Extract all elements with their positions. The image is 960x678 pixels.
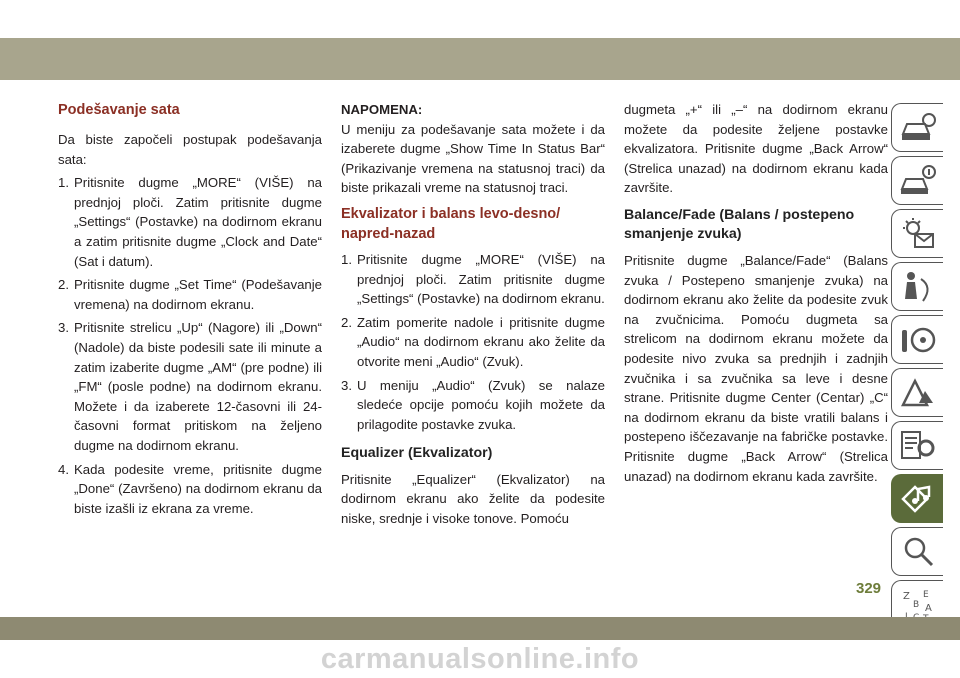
step-text: U meniju „Audio“ (Zvuk) se nalaze sledeće opcije pomoću kojih možete da prilagodite postavke zvuka. (357, 377, 605, 432)
step-text: Pritisnite dugme „Set Time“ (Podešavanje vremena) na dodirnom ekranu. (74, 277, 322, 312)
note-text: U meniju za podešavanje sata možete i da izaberete dugme „Show Time In Status Bar“ (Prikazivanje vremena na statusnoj traci) da biste prikazali vreme na statusnoj traci. (341, 121, 605, 196)
lights-mail-icon (899, 216, 937, 252)
watermark: carmanualsonline.info (320, 643, 640, 675)
tab-car-info[interactable] (891, 103, 943, 152)
tab-car-warning[interactable] (891, 156, 943, 205)
maintenance-gear-icon (899, 428, 937, 464)
svg-text:B: B (913, 600, 920, 610)
list-item: 1. Pritisnite dugme „MORE“ (VIŠE) na prednjoj ploči. Zatim pritisnite dugme „Settings“ (Postavke) na dodirnom ekranu a zatim pritisnite dugme „Clock and Date“ (Sat i datum). (58, 173, 322, 271)
balance-fade-text: Pritisnite dugme „Balance/Fade“ (Balans zvuka / Postepeno smanjenje zvuka) na dodirnom ekranu ako želite da podesite zvuk na zvučnicima. Pomoću dugmeta sa strelicom na dodirnom ekranu možete da podesite nivo zvuka sa prednjih i zadnjih zvučnika i sa zvučnika sa leve i desne strane. Pritisnite dugme Center (Centar) „C“ na dodirnom ekranu da biste vratili balans i postepeno iščezavanje na fabričke postavke. Pritisnite dugme „Back Arrow“ (Strelica unazad) na dodirnom ekranu kada završite. (624, 252, 888, 484)
list-item: 4. Kada podesite vreme, pritisnite dugme „Done“ (Završeno) na dodirnom ekranu da biste izašli iz ekrana za vreme. (58, 460, 322, 519)
warning-triangle-icon (899, 375, 937, 411)
column-3 (624, 100, 888, 486)
header-band (0, 38, 960, 80)
column-1 (58, 100, 322, 518)
list-item: 1. Pritisnite dugme „MORE“ (VIŠE) na prednjoj ploči. Zatim pritisnite dugme „Settings“ (Postavke) na dodirnom ekranu. (341, 250, 605, 309)
svg-text:A: A (925, 603, 932, 614)
page-number: 329 (856, 580, 882, 597)
step-text: Zatim pomerite nadole i pritisnite dugme „Audio“ na dodirnom ekranu ako želite da otvorite meni „Audio“ (Zvuk). (357, 314, 605, 369)
step-text: Kada podesite vreme, pritisnite dugme „Done“ (Završeno) na dodirnom ekranu da biste izašli iz ekrana za vreme. (74, 461, 322, 516)
subheading-balance-fade: Balance/Fade (Balans / postepeno smanjenje zvuka) (624, 206, 855, 243)
column-2 (341, 100, 605, 529)
list-item: 2. Zatim pomerite nadole i pritisnite dugme „Audio“ na dodirnom ekranu ako želite da otvorite meni „Audio“ (Zvuk). (341, 313, 605, 372)
tab-lights-mail[interactable] (891, 209, 943, 258)
steering-wrench-icon (899, 322, 937, 358)
top-margin (0, 0, 960, 38)
svg-text:Z: Z (903, 591, 910, 602)
svg-text:E: E (923, 590, 929, 600)
list-item: 2. Pritisnite dugme „Set Time“ (Podešavanje vremena) na dodirnom ekranu. (58, 275, 322, 314)
continued-text: dugmeta „+“ ili „–“ na dodirnom ekranu možete da podesite željene postavke ekvalizatora. Pritisnite dugme „Back Arrow“ (Strelica unazad) na dodirnom ekranu kada završite. (624, 102, 888, 196)
car-warning-icon (899, 163, 937, 199)
tab-steering-wrench[interactable] (891, 315, 943, 364)
search-icon (899, 534, 937, 570)
list-item: 3. U meniju „Audio“ (Zvuk) se nalaze sledeće opcije pomoću kojih možete da prilagodite postavke zvuka. (341, 376, 605, 435)
heading-clock-setting: Podešavanje sata (58, 102, 180, 118)
step-text: Pritisnite dugme „MORE“ (VIŠE) na prednjoj ploči. Zatim pritisnite dugme „Settings“ (Postavke) na dodirnom ekranu a zatim pritisnite dugme „Clock and Date“ (Sat i datum). (74, 175, 322, 269)
tab-seatbelt-airbag[interactable] (891, 262, 943, 311)
intro-text: Da biste započeli postupak podešavanja sata: (58, 132, 322, 167)
equalizer-text: Pritisnite „Equalizer“ (Ekvalizator) na dodirnom ekranu ako želite da podesite niske, srednje i visoke tonove. Pomoću (341, 471, 605, 526)
tab-multimedia[interactable] (891, 474, 943, 523)
footer-band (0, 617, 960, 640)
step-text: Pritisnite dugme „MORE“ (VIŠE) na prednjoj ploči. Zatim pritisnite dugme „Settings“ (Postavke) na dodirnom ekranu. (357, 251, 605, 307)
subheading-equalizer: Equalizer (Ekvalizator) (341, 445, 493, 462)
note-label: NAPOMENA: (341, 102, 423, 117)
tab-maintenance[interactable] (891, 421, 943, 470)
step-text: Pritisnite strelicu „Up“ (Nagore) ili „Down“ (Nadole) da biste podesili sate ili minute a zatim izaberite dugme „AM“ (pre podne) ili „FM“ (posle podne) na dodirnom ekranu. Možete i da izaberete 12-časovni ili 24-časovni format pritiskom na željeno dugme na dodirnom ekranu. (74, 320, 322, 453)
heading-equalizer-balance: Ekvalizator i balans levo-desno/ napred-nazad (341, 205, 561, 242)
list-item: 3. Pritisnite strelicu „Up“ (Nagore) ili „Down“ (Nadole) da biste podesili sate ili minute a zatim izaberite dugme „AM“ (pre podne) ili „FM“ (posle podne) na dodirnom ekranu. Možete i da izaberete 12-časovni ili 24-časovni format pritiskom na željeno dugme na dodirnom ekranu. (58, 318, 322, 455)
multimedia-music-icon (899, 481, 937, 517)
car-info-icon (899, 110, 937, 146)
seatbelt-airbag-icon (899, 269, 937, 305)
tab-warning[interactable] (891, 368, 943, 417)
chapter-tabs (891, 103, 943, 633)
tab-search[interactable] (891, 527, 943, 576)
